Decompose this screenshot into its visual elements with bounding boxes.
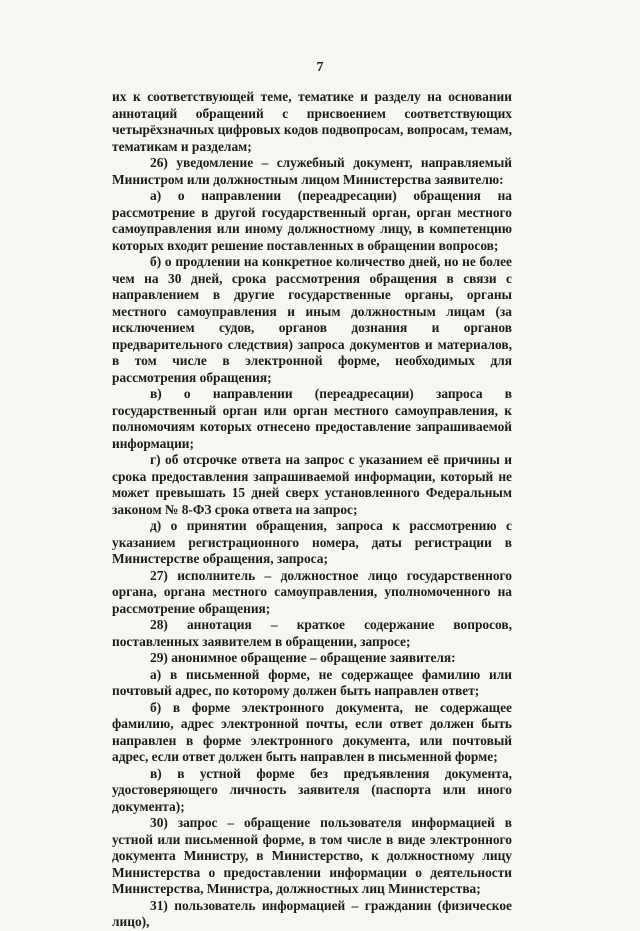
paragraph-item-26v: в) о направлении (переадресации) запроса в государственный орган или орган местного самоуправления, к полномочиям которых отнесено предоставление запрашиваемой информации; bbox=[112, 386, 512, 451]
paragraph-item-26b: б) о продлении на конкретное количество дней, но не более чем на 30 дней, срока рассмотрения обращения в связи с направлением в другие государственные органы, органы местного самоуправления и иным должностным лицам (за исключением судов, органов дознания и органов предварительного следствия) запроса документов и материалов, в том числе в электронной форме, необходимых для рассмотрения обращения; bbox=[112, 254, 512, 385]
paragraph-continuation: их к соответствующей теме, тематике и разделу на основании аннотаций обращений с присвоением соответствующих четырёхзначных цифровых кодов подвопросам, вопросам, темам, тематикам и разделам; bbox=[112, 89, 512, 154]
paragraph-item-29b: б) в форме электронного документа, не содержащее фамилию, адрес электронной почты, если ответ должен быть направлен в форме электронного документа, или почтовый адрес, если ответ должен быть направлен в письменной форме; bbox=[112, 699, 512, 764]
paragraph-item-28: 28) аннотация – краткое содержание вопросов, поставленных заявителем в обращении, запросе; bbox=[112, 617, 512, 649]
document-text bbox=[112, 89, 512, 931]
paragraph-item-26g: г) об отсрочке ответа на запрос с указанием её причины и срока предоставления запрашиваемой информации, который не может превышать 15 дней сверх установленного Федеральным законом № 8-ФЗ срока ответа на запрос; bbox=[112, 452, 512, 517]
paragraph-item-29v: в) в устной форме без предъявления документа, удостоверяющего личность заявителя (паспорта или иного документа); bbox=[112, 765, 512, 814]
paragraph-item-31: 31) пользователь информацией – гражданин (физическое лицо), bbox=[112, 897, 512, 929]
paragraph-item-27: 27) исполнитель – должностное лицо государственного органа, органа местного самоуправления, уполномоченного на рассмотрение обращения; bbox=[112, 567, 512, 616]
paragraph-item-26: 26) уведомление – служебный документ, направляемый Министром или должностным лицом Министерства заявителю: bbox=[112, 155, 512, 187]
paragraph-item-29: 29) анонимное обращение – обращение заявителя: bbox=[150, 650, 456, 665]
paragraph-item-30: 30) запрос – обращение пользователя информацией в устной или письменной форме, в том числе в виде электронного документа Министру, в Министерство, к должностному лицу Министерства о предоставлении информации о деятельности Министерства, Министра, должностных лиц Министерства; bbox=[112, 815, 512, 896]
paragraph-item-29a: а) в письменной форме, не содержащее фамилию или почтовый адрес, по которому должен быть направлен ответ; bbox=[112, 666, 512, 698]
page-number: 7 bbox=[316, 60, 324, 75]
paragraph-item-26a: а) о направлении (переадресации) обращения на рассмотрение в другой государственный орган, орган местного самоуправления или иному должностному лицу, в компетенцию которых входит решение поставленных в обращении вопросов; bbox=[112, 188, 512, 253]
paragraph-item-26d: д) о принятии обращения, запроса к рассмотрению с указанием регистрационного номера, даты регистрации в Министерстве обращения, запроса; bbox=[112, 518, 512, 566]
